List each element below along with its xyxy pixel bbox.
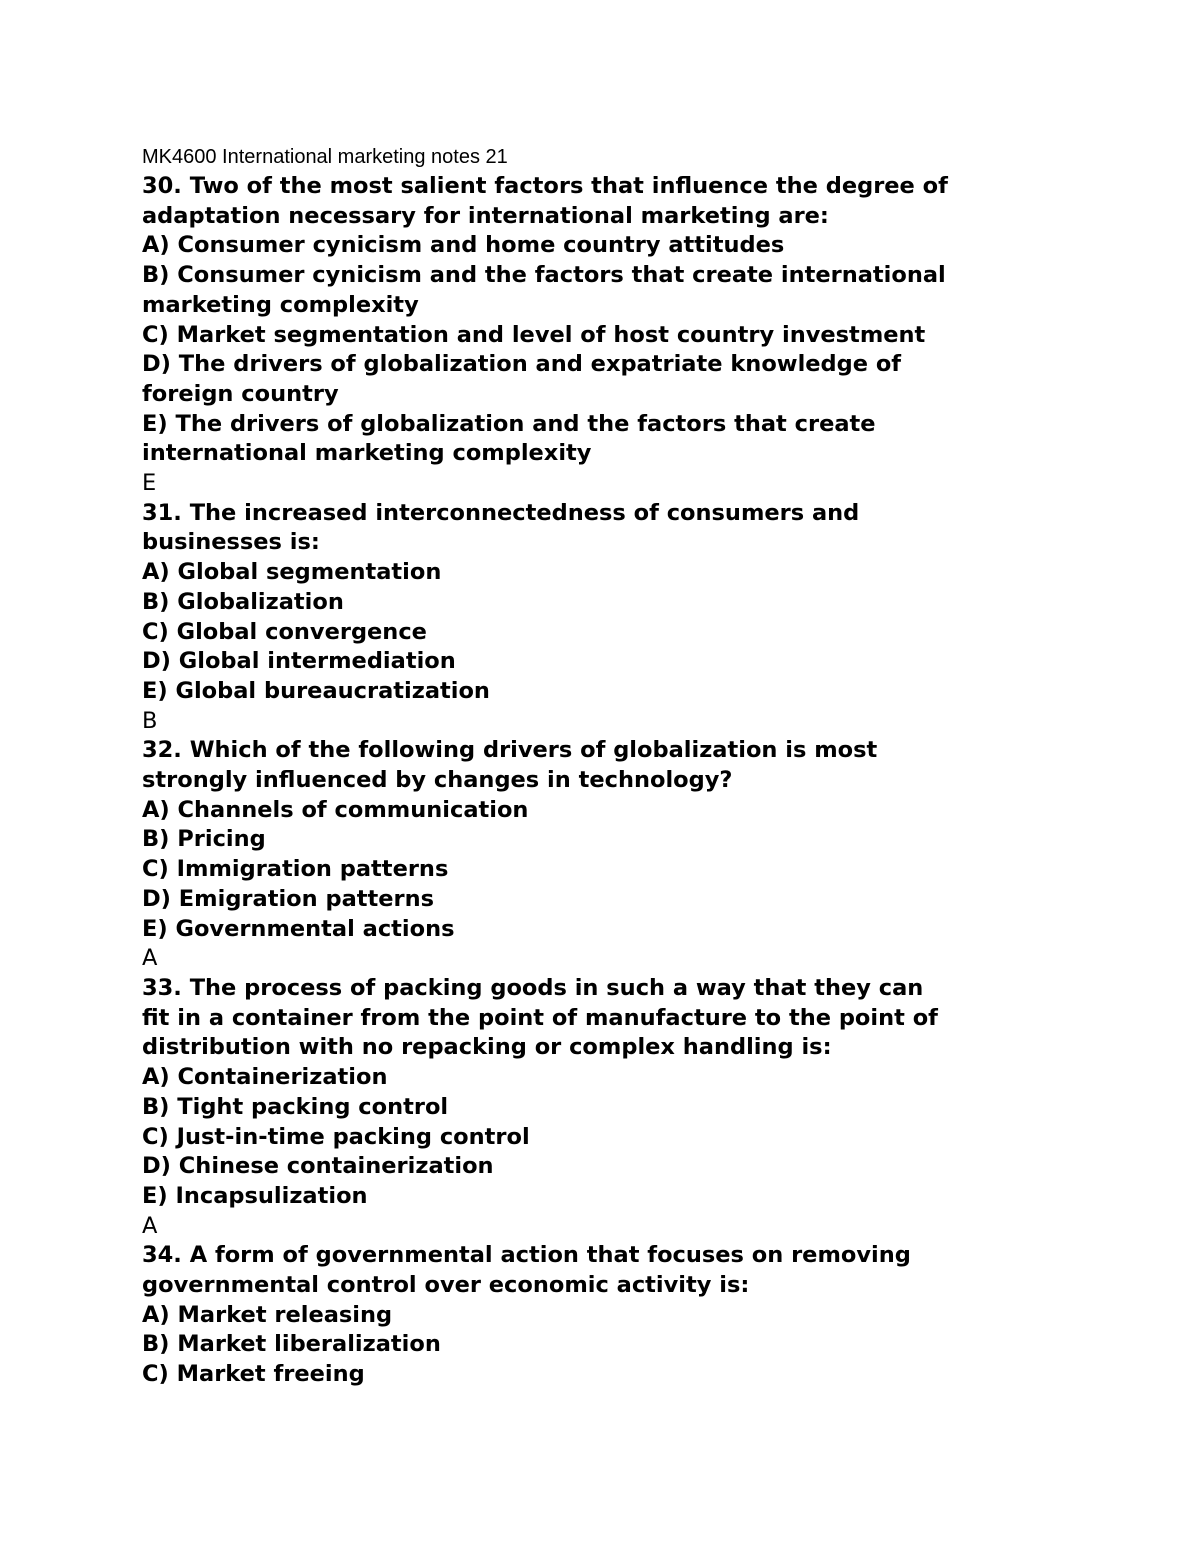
question-text-line: 31. The increased interconnectedness of consumers and (142, 499, 860, 526)
question-text-line: 34. A form of governmental action that focuses on removing (142, 1242, 911, 1269)
question-text-line: 30. Two of the most salient factors that influence the degree of (142, 173, 948, 199)
document-page (142, 142, 1142, 1390)
answer-option-line: D) Emigration patterns (142, 885, 435, 912)
answer-option-line: D) Chinese containerization (142, 1153, 494, 1180)
answer-option-line: foreign country (142, 380, 339, 407)
answer-option-line: B) Tight packing control (142, 1093, 449, 1120)
answer-option-line: international marketing complexity (142, 440, 592, 467)
answer-option-line: E) Incapsulization (142, 1182, 368, 1209)
answer-option-line: E) Governmental actions (142, 915, 455, 942)
question-text-line: 32. Which of the following drivers of globalization is most (142, 737, 878, 764)
answer-option-line: B) Consumer cynicism and the factors that create international (142, 262, 946, 289)
question-text-line: distribution with no repacking or complex handling is: (142, 1034, 832, 1061)
answer-option-line: A) Channels of communication (142, 796, 529, 823)
answer-key-line: A (142, 1212, 158, 1239)
answer-option-line: C) Market segmentation and level of host country investment (142, 321, 926, 348)
question-text-line: strongly influenced by changes in technology? (142, 767, 733, 794)
answer-option-line: A) Containerization (142, 1064, 388, 1091)
answer-option-line: A) Global segmentation (142, 559, 442, 586)
answer-option-line: B) Pricing (142, 826, 266, 853)
question-text-line: 33. The process of packing goods in such a way that they can (142, 974, 924, 1001)
answer-option-line: marketing complexity (142, 291, 419, 318)
answer-option-line: E) The drivers of globalization and the factors that create (142, 410, 876, 437)
answer-option-line: B) Market liberalization (142, 1331, 441, 1358)
question-text-line: businesses is: (142, 529, 320, 556)
answer-option-line: C) Just-in-time packing control (142, 1123, 530, 1150)
answer-key-line: B (142, 707, 158, 734)
answer-option-line: C) Global convergence (142, 618, 427, 645)
answer-key-line: E (142, 470, 157, 497)
page-header: MK4600 International marketing notes 21 (142, 146, 508, 168)
answer-option-line: D) The drivers of globalization and expatriate knowledge of (142, 351, 902, 378)
question-list (142, 172, 1142, 1390)
answer-option-line: E) Global bureaucratization (142, 677, 490, 704)
question-text-line: fit in a container from the point of manufacture to the point of (142, 1004, 938, 1031)
answer-option-line: D) Global intermediation (142, 648, 456, 675)
question-text-line: adaptation necessary for international marketing are: (142, 202, 829, 229)
answer-option-line: A) Consumer cynicism and home country attitudes (142, 232, 785, 259)
answer-option-line: C) Immigration patterns (142, 856, 449, 883)
question-text-line: governmental control over economic activity is: (142, 1272, 750, 1299)
answer-option-line: B) Globalization (142, 588, 344, 615)
answer-option-line: A) Market releasing (142, 1301, 393, 1328)
answer-option-line: C) Market freeing (142, 1361, 365, 1388)
answer-key-line: A (142, 945, 158, 972)
